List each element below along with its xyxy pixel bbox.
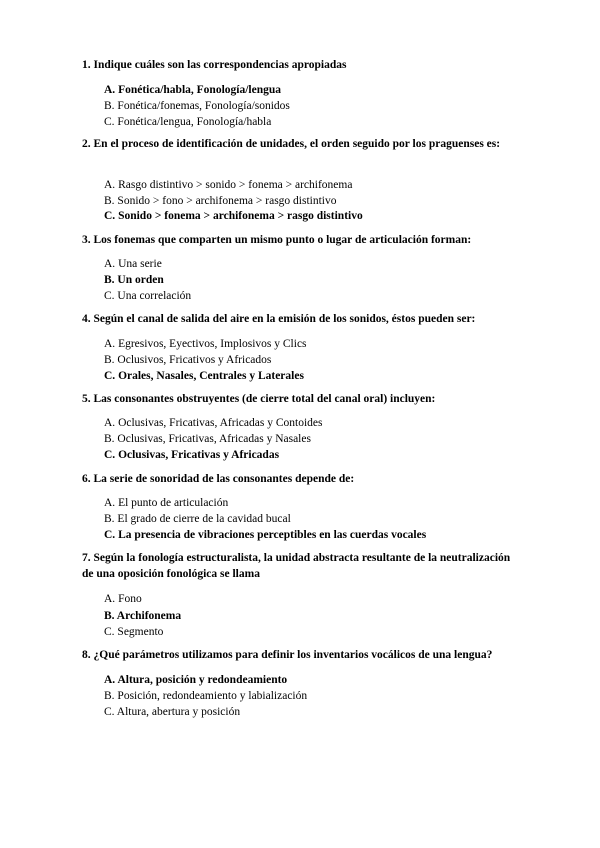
option-6c: C. La presencia de vibraciones perceptibles en las cuerdas vocales: [104, 529, 427, 541]
option-2a: A. Rasgo distintivo > sonido > fonema > archifonema: [104, 179, 353, 191]
question-text: Indique cuáles son las correspondencias apropiadas: [93, 59, 347, 71]
option-5a: A. Oclusivas, Fricativas, Africadas y Contoides: [104, 417, 323, 429]
question-text: Según el canal de salida del aire en la emisión de los sonidos, éstos pueden ser:: [93, 313, 476, 325]
question-text: La serie de sonoridad de las consonantes depende de:: [93, 473, 355, 485]
option-8a: A. Altura, posición y redondeamiento: [104, 674, 288, 686]
question-6: [82, 472, 522, 488]
question-1: [82, 58, 522, 74]
question-number: 3.: [82, 234, 91, 246]
question-4: [82, 312, 522, 328]
question-number: 7.: [82, 552, 91, 564]
question-7: [82, 551, 522, 582]
option-1b: B. Fonética/fonemas, Fonología/sonidos: [104, 100, 290, 112]
option-4a: A. Egresivos, Eyectivos, Implosivos y Clics: [104, 338, 307, 350]
question-number: 2.: [82, 138, 91, 150]
question-text: ¿Qué parámetros utilizamos para definir los inventarios vocálicos de una lengua?: [93, 649, 493, 661]
option-4c: C. Orales, Nasales, Centrales y Laterales: [104, 370, 304, 382]
option-5c: C. Oclusivas, Fricativas y Africadas: [104, 449, 280, 461]
question-2: [82, 137, 522, 153]
option-3b: B. Un orden: [104, 274, 164, 286]
question-text: Según la fonología estructuralista, la unidad abstracta resultante de la neutralización de una oposición fonológica se llama: [82, 552, 511, 580]
option-8c: C. Altura, abertura y posición: [104, 706, 241, 718]
option-3a: A. Una serie: [104, 258, 162, 270]
option-3c: C. Una correlación: [104, 290, 192, 302]
question-text: Las consonantes obstruyentes (de cierre total del canal oral) incluyen:: [93, 393, 436, 405]
question-number: 4.: [82, 313, 91, 325]
question-text: En el proceso de identificación de unidades, el orden seguido por los praguenses es:: [93, 138, 501, 150]
option-2c: C. Sonido > fonema > archifonema > rasgo distintivo: [104, 210, 363, 222]
question-number: 6.: [82, 473, 91, 485]
option-4b: B. Oclusivos, Fricativos y Africados: [104, 354, 272, 366]
question-5: [82, 392, 522, 408]
option-1c: C. Fonética/lengua, Fonología/habla: [104, 116, 272, 128]
option-6b: B. El grado de cierre de la cavidad bucal: [104, 513, 291, 525]
option-8b: B. Posición, redondeamiento y labialización: [104, 690, 308, 702]
option-2b: B. Sonido > fono > archifonema > rasgo distintivo: [104, 195, 337, 207]
question-text: Los fonemas que comparten un mismo punto o lugar de articulación forman:: [93, 234, 472, 246]
option-6a: A. El punto de articulación: [104, 497, 229, 509]
question-3: [82, 233, 522, 249]
option-5b: B. Oclusivas, Fricativas, Africadas y Nasales: [104, 433, 311, 445]
question-number: 1.: [82, 59, 91, 71]
question-8: [82, 648, 522, 664]
option-1a: A. Fonética/habla, Fonología/lengua: [104, 84, 281, 96]
option-7a: A. Fono: [104, 593, 142, 605]
option-7c: C. Segmento: [104, 626, 164, 638]
question-number: 8.: [82, 649, 91, 661]
option-7b: B. Archifonema: [104, 610, 182, 622]
question-number: 5.: [82, 393, 91, 405]
